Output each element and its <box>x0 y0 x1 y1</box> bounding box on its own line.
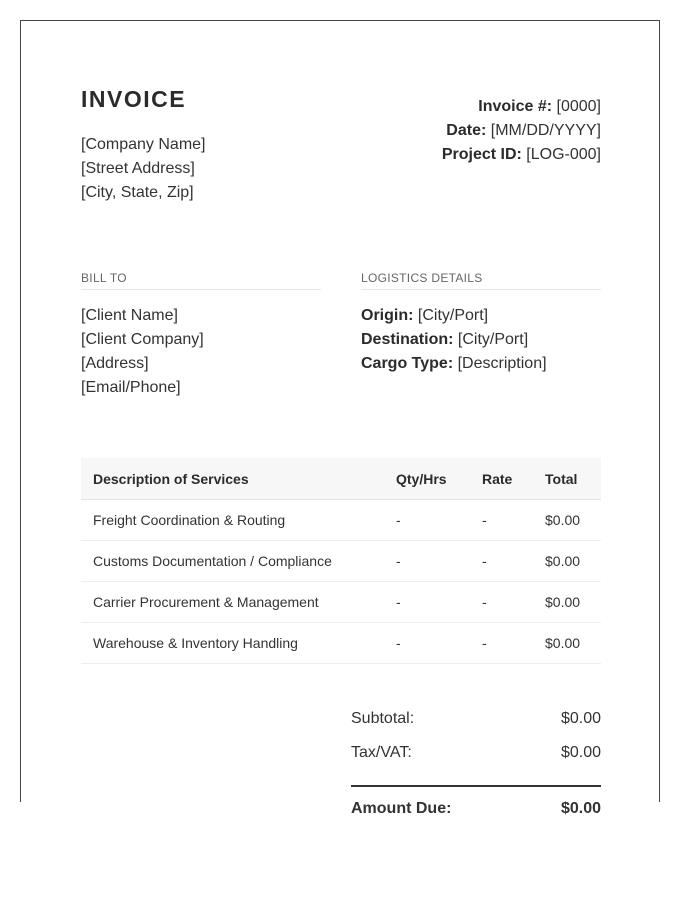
totals-section <box>351 707 601 831</box>
row-qty: - <box>384 623 470 664</box>
project-id-line <box>442 143 601 167</box>
invoice-page <box>20 20 660 817</box>
invoice-number-line <box>442 95 601 119</box>
invoice-header <box>81 85 601 215</box>
bill-to-body <box>81 304 321 400</box>
logistics-label: LOGISTICS DETAILS <box>361 271 601 290</box>
subtotal-label: Subtotal: <box>351 710 415 727</box>
amount-due-label: Amount Due: <box>351 800 452 817</box>
logistics-body <box>361 304 601 376</box>
cargo-type-value: [Description] <box>457 355 547 372</box>
row-description: Customs Documentation / Compliance <box>81 541 384 582</box>
destination-value: [City/Port] <box>457 331 529 348</box>
client-contact: [Email/Phone] <box>81 379 181 396</box>
table-row <box>81 623 601 664</box>
cargo-type-line <box>361 352 601 376</box>
totals-divider <box>351 785 601 787</box>
invoice-number-value: [0000] <box>556 98 601 115</box>
invoice-date-label: Date: <box>446 122 487 139</box>
row-total: $0.00 <box>533 582 601 623</box>
row-total: $0.00 <box>533 500 601 541</box>
company-street: [Street Address] <box>81 160 195 177</box>
destination-label: Destination: <box>361 331 454 348</box>
row-description: Warehouse & Inventory Handling <box>81 623 384 664</box>
row-rate: - <box>470 623 533 664</box>
invoice-meta <box>442 95 601 167</box>
company-city: [City, State, Zip] <box>81 184 194 201</box>
table-row <box>81 500 601 541</box>
invoice-number-label: Invoice #: <box>478 98 553 115</box>
project-id-value: [LOG-000] <box>526 146 601 163</box>
row-rate: - <box>470 500 533 541</box>
logistics-section <box>361 271 601 376</box>
header-total: Total <box>533 458 601 500</box>
amount-due-value: $0.00 <box>560 800 601 817</box>
origin-line <box>361 304 601 328</box>
project-id-label: Project ID: <box>441 146 522 163</box>
header-rate: Rate <box>470 458 533 500</box>
origin-value: [City/Port] <box>417 307 489 324</box>
amount-due-row <box>351 797 601 831</box>
row-qty: - <box>384 541 470 582</box>
subtotal-row <box>351 707 601 741</box>
invoice-date-value: [MM/DD/YYYY] <box>490 122 601 139</box>
row-description: Freight Coordination & Routing <box>81 500 384 541</box>
row-rate: - <box>470 582 533 623</box>
row-rate: - <box>470 541 533 582</box>
tax-row <box>351 741 601 775</box>
table-row <box>81 582 601 623</box>
row-total: $0.00 <box>533 541 601 582</box>
origin-label: Origin: <box>361 307 414 324</box>
row-total: $0.00 <box>533 623 601 664</box>
cargo-type-label: Cargo Type: <box>361 355 454 372</box>
bill-to-section <box>81 271 321 400</box>
table-row <box>81 541 601 582</box>
subtotal-value: $0.00 <box>560 710 601 727</box>
destination-line <box>361 328 601 352</box>
row-qty: - <box>384 500 470 541</box>
client-name: [Client Name] <box>81 307 178 324</box>
header-description: Description of Services <box>81 458 384 500</box>
header-qty: Qty/Hrs <box>384 458 470 500</box>
row-description: Carrier Procurement & Management <box>81 582 384 623</box>
invoice-title: INVOICE <box>81 86 187 112</box>
table-header-row <box>81 458 601 500</box>
bill-to-label: BILL TO <box>81 271 321 290</box>
row-qty: - <box>384 582 470 623</box>
company-name: [Company Name] <box>81 136 206 153</box>
tax-value: $0.00 <box>560 744 601 761</box>
client-company: [Client Company] <box>81 331 204 348</box>
tax-label: Tax/VAT: <box>351 744 412 761</box>
services-table <box>81 458 601 664</box>
invoice-date-line <box>442 119 601 143</box>
client-address: [Address] <box>81 355 149 372</box>
